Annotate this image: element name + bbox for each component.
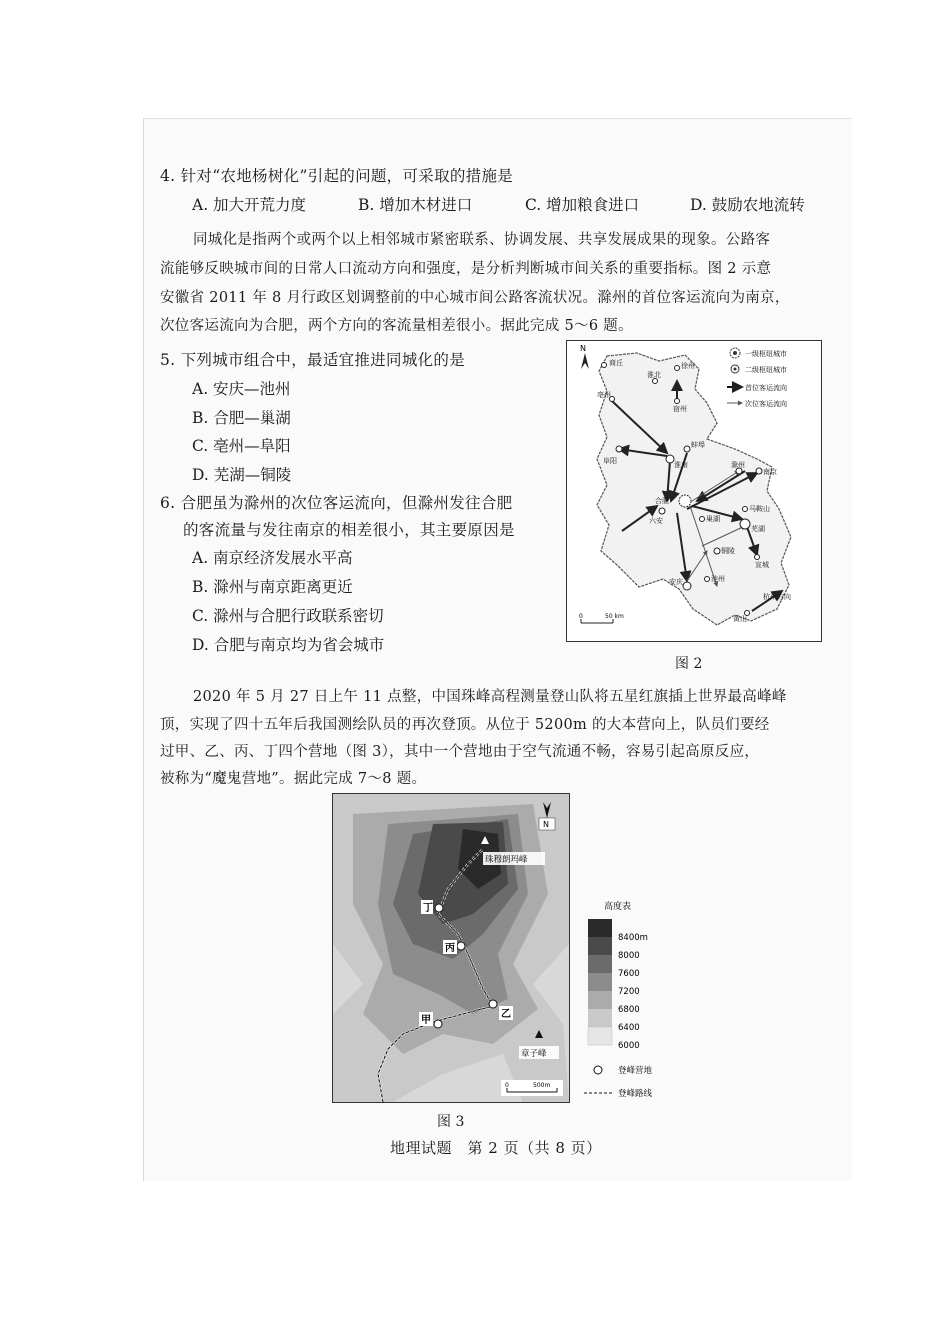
city-nanjing: 南京 [763,468,777,476]
q6-stem-line-1: 6. 合肥虽为滁州的次位客运流向，但滁州发往合肥 [160,494,513,512]
legend-secondary-flow: 次位客运流向 [745,400,787,408]
city-maanshan: 马鞍山 [749,505,770,513]
fig3-scale [501,1080,563,1096]
svg-text:N: N [543,820,549,829]
q6-option-a: A. 南京经济发展水平高 [192,549,353,567]
peak-label: 珠穆朗玛峰 [485,855,528,865]
fig2-legend [727,348,787,408]
level-8000 [588,937,612,955]
camp-legend-icon [594,1066,602,1074]
q4-option-d: D. 鼓励农地流转 [690,196,805,214]
q5-stem: 5. 下列城市组合中，最适宜推进同城化的是 [160,351,466,369]
q5-option-b: B. 合肥—巢湖 [192,409,291,427]
svg-text:50 km: 50 km [605,613,624,620]
legend-title: 高度表 [604,902,632,912]
q4-option-a: A. 加大开荒力度 [192,196,307,214]
passage2-line-4: 被称为“魔鬼营地”。据此完成 7～8 题。 [160,771,427,787]
fig2-scale [579,613,624,623]
q6-option-b: B. 滁州与南京距离更近 [192,578,353,596]
level-6000 [588,1027,612,1045]
q5-option-d: D. 芜湖—铜陵 [192,466,292,484]
svg-text:7200: 7200 [618,987,640,997]
passage1-line-2: 流能够反映城市间的日常人口流动方向和强度，是分析判断城市间关系的重要指标。图 2 示意 [160,261,772,277]
city-fuyang: 阜阳 [603,457,617,465]
passage1-line-1: 同城化是指两个或两个以上相邻城市紧密联系、协调发展、共享发展成果的现象。公路客 [193,232,771,248]
figure-3-legend [582,897,692,1107]
passage1-line-3: 安徽省 2011 年 8 月行政区划调整前的中心城市间公路客流状况。滁州的首位客运流向为南京， [160,290,790,306]
svg-text:8400m: 8400m [618,933,648,943]
camp-bing: 丙 [445,943,455,954]
fig2-north-label: N [580,344,586,353]
q6-option-c: C. 滁州与合肥行政联系密切 [192,607,384,625]
city-bozhou: 亳州 [597,391,611,399]
legend-level1-city: 一级枢纽城市 [745,350,787,358]
city-shangqiu: 商丘 [609,359,623,367]
q4-option-c: C. 增加粮食进口 [525,196,640,214]
camp-yi: 乙 [501,1009,511,1020]
figure-2-map [566,340,822,642]
camp-jia: 甲 [421,1015,431,1026]
figure-3-svg [333,794,569,1102]
city-anqing: 安庆 [669,578,683,586]
svg-text:6800: 6800 [618,1005,640,1015]
level-7600 [588,955,612,973]
figure-2-caption: 图 2 [675,656,703,672]
legend-level2-city: 二级枢纽城市 [745,366,787,374]
north-arrow-icon [580,344,589,369]
level-8400 [588,919,612,937]
side-peak-label: 章子峰 [521,1049,547,1059]
passage2-line-3: 过甲、乙、丙、丁四个营地（图 3），其中一个营地由于空气流通不畅，容易引起高原反应， [160,744,760,760]
svg-text:500m: 500m [533,1082,551,1089]
svg-text:6000: 6000 [618,1041,640,1051]
city-huaibei: 淮北 [647,371,661,379]
level-7200 [588,973,612,991]
legend-primary-flow: 首位客运流向 [745,384,787,392]
city-wuhu: 芜湖 [751,525,765,533]
svg-text:6400: 6400 [618,1023,640,1033]
q5-option-c: C. 亳州—阜阳 [192,437,291,455]
svg-text:8000: 8000 [618,951,640,961]
svg-text:7600: 7600 [618,969,640,979]
city-chaohu: 巢湖 [706,515,720,523]
city-bengbu: 蚌埠 [691,441,705,449]
city-suzhou: 宿州 [673,405,687,413]
city-luan: 六安 [649,517,663,525]
passage1-line-4: 次位客运流向为合肥，两个方向的客流量相差很小。据此完成 5～6 题。 [160,318,633,334]
svg-text:0: 0 [579,613,583,620]
q5-option-a: A. 安庆—池州 [192,380,291,398]
figure-3-caption: 图 3 [437,1114,465,1130]
q4-option-b: B. 增加木材进口 [358,196,473,214]
q4-stem: 4. 针对“农地杨树化”引起的问题，可采取的措施是 [160,167,514,185]
level-6800 [588,991,612,1009]
passage2-line-2: 顶，实现了四十五年后我国测绘队员的再次登顶。从位于 5200m 的大本营向上，队员们要经 [160,717,770,733]
page-footer: 地理试题 第 2 页（共 8 页） [390,1139,602,1157]
hangzhou-direction: 杭州方向 [763,593,791,601]
passage2-line-1: 2020 年 5 月 27 日上午 11 点整，中国珠峰高程测量登山队将五星红旗插上世界最高峰峰 [193,689,787,705]
city-huangshan: 黄山 [733,615,747,623]
city-xuancheng: 宣城 [755,561,769,569]
city-xuzhou: 徐州 [681,362,695,370]
city-chizhou: 池州 [711,575,725,583]
legend-route: 登峰路线 [618,1089,653,1099]
q6-option-d: D. 合肥与南京均为省会城市 [192,636,385,654]
q6-stem-line-2: 的客流量与发往南京的相差很小，其主要原因是 [183,521,515,539]
figure-3-map [332,793,570,1103]
city-chuzhou: 滁州 [731,461,745,469]
svg-text:0: 0 [505,1082,509,1089]
province-outline [597,353,791,625]
figure-2-svg [567,341,821,641]
camp-ding: 丁 [423,903,433,914]
elevation-scale-bar [588,919,612,1045]
city-huainan: 淮南 [674,461,688,469]
city-hefei: 合肥 [655,497,669,505]
city-tongling: 铜陵 [721,547,735,555]
legend-camp: 登峰营地 [618,1066,653,1076]
level-6400 [588,1009,612,1027]
